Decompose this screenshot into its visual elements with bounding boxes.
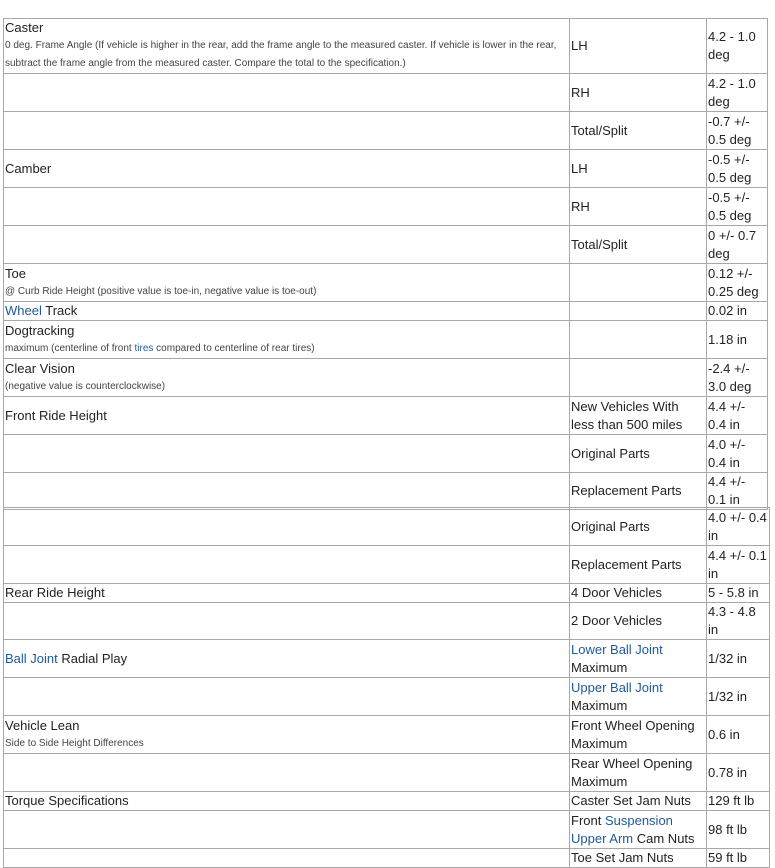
spec-label-cell bbox=[4, 359, 570, 397]
spec-label: Toe bbox=[5, 265, 26, 281]
condition-cell: Total/Split bbox=[570, 112, 707, 150]
table-row bbox=[4, 359, 768, 397]
table-row bbox=[4, 603, 770, 640]
condition-text: Maximum bbox=[571, 697, 628, 713]
condition-cell bbox=[570, 678, 707, 716]
alignment-spec-table-continued bbox=[3, 507, 770, 868]
condition-cell: Replacement Parts bbox=[570, 546, 707, 584]
value-cell: 5 - 5.8 in bbox=[707, 584, 770, 603]
table-row bbox=[4, 792, 770, 811]
spec-label: Vehicle Lean bbox=[5, 717, 80, 733]
value-cell: 4.4 +/- 0.4 in bbox=[707, 397, 768, 435]
spec-label-cell bbox=[4, 473, 570, 510]
spec-label-cell: Torque Specifications bbox=[4, 792, 570, 811]
condition-text: Maximum bbox=[571, 659, 628, 675]
table-row bbox=[4, 150, 768, 188]
value-cell: -0.5 +/- 0.5 deg bbox=[707, 150, 768, 188]
table-row bbox=[4, 321, 768, 359]
spec-note: 0 deg. Frame Angle (If vehicle is higher in the rear, add the frame angle to the measured caster. If vehicle is lower in the rear, subtract the frame angle from the measured caster. Compare the total to the specification.) bbox=[5, 40, 557, 69]
spec-label-cell bbox=[4, 112, 570, 150]
value-cell: 4.0 +/- 0.4 in bbox=[707, 435, 768, 473]
table-row bbox=[4, 584, 770, 603]
table-row bbox=[4, 74, 768, 112]
table-row bbox=[4, 435, 768, 473]
spec-label-cell bbox=[4, 74, 570, 112]
condition-text: Front bbox=[571, 812, 605, 828]
value-cell: 1/32 in bbox=[707, 678, 770, 716]
condition-cell: Rear Wheel Opening Maximum bbox=[570, 754, 707, 792]
value-cell: 4.3 - 4.8 in bbox=[707, 603, 770, 640]
note-text: compared to centerline of rear tires) bbox=[153, 342, 315, 354]
spec-label-cell: Front Ride Height bbox=[4, 397, 570, 435]
spec-label: Track bbox=[41, 303, 78, 318]
condition-cell: RH bbox=[570, 188, 707, 226]
spec-label-cell bbox=[4, 435, 570, 473]
wheel-link[interactable]: Wheel bbox=[5, 303, 42, 318]
condition-cell: New Vehicles With less than 500 miles bbox=[570, 397, 707, 435]
value-cell: 1.18 in bbox=[707, 321, 768, 359]
spec-label-cell bbox=[4, 716, 570, 754]
condition-cell bbox=[570, 264, 707, 302]
suspension-upper-arm-link[interactable]: Suspension Upper Arm bbox=[571, 812, 673, 846]
spec-label-cell bbox=[4, 188, 570, 226]
spec-label-cell bbox=[4, 640, 570, 678]
tires-link[interactable]: tires bbox=[134, 342, 154, 354]
table-row bbox=[4, 112, 768, 150]
value-cell: 0.78 in bbox=[707, 754, 770, 792]
spec-label-cell bbox=[4, 603, 570, 640]
spec-label: Clear Vision bbox=[5, 360, 75, 376]
condition-cell bbox=[570, 811, 707, 849]
upper-ball-joint-link[interactable]: Upper Ball Joint bbox=[571, 679, 663, 695]
value-cell: -0.5 +/- 0.5 deg bbox=[707, 188, 768, 226]
value-cell: 0.02 in bbox=[707, 302, 768, 321]
condition-cell: RH bbox=[570, 74, 707, 112]
spec-label-cell bbox=[4, 678, 570, 716]
spec-label-cell bbox=[4, 811, 570, 849]
value-cell: 4.2 - 1.0 deg bbox=[707, 19, 768, 74]
value-cell: 0 +/- 0.7 deg bbox=[707, 226, 768, 264]
condition-cell: Toe Set Jam Nuts bbox=[570, 849, 707, 868]
value-cell: 4.4 +/- 0.1 in bbox=[707, 546, 770, 584]
value-cell: -0.7 +/- 0.5 deg bbox=[707, 112, 768, 150]
value-cell: 98 ft lb bbox=[707, 811, 770, 849]
note-text: maximum (centerline of front bbox=[5, 342, 135, 354]
table-row bbox=[4, 188, 768, 226]
condition-cell: Caster Set Jam Nuts bbox=[570, 792, 707, 811]
spec-label-cell: Camber bbox=[4, 150, 570, 188]
condition-cell: 4 Door Vehicles bbox=[570, 584, 707, 603]
spec-label: Dogtracking bbox=[5, 322, 75, 338]
condition-cell: Total/Split bbox=[570, 226, 707, 264]
value-cell: 4.4 +/- 0.1 in bbox=[707, 473, 768, 510]
condition-cell: LH bbox=[570, 19, 707, 74]
table-row bbox=[4, 508, 770, 546]
spec-note: @ Curb Ride Height (positive value is toe-in, negative value is toe-out) bbox=[5, 285, 317, 297]
table-row bbox=[4, 546, 770, 584]
spec-label-cell bbox=[4, 264, 570, 302]
table-row bbox=[4, 226, 768, 264]
value-cell: 1/32 in bbox=[707, 640, 770, 678]
table-row bbox=[4, 716, 770, 754]
condition-cell bbox=[570, 640, 707, 678]
table-row bbox=[4, 754, 770, 792]
value-cell: 59 ft lb bbox=[707, 849, 770, 868]
condition-text: Cam Nuts bbox=[633, 830, 695, 846]
table-row bbox=[4, 264, 768, 302]
condition-cell: 2 Door Vehicles bbox=[570, 603, 707, 640]
value-cell: 0.12 +/- 0.25 deg bbox=[707, 264, 768, 302]
condition-cell bbox=[570, 359, 707, 397]
spec-note: (negative value is counterclockwise) bbox=[5, 380, 166, 392]
table-row bbox=[4, 678, 770, 716]
condition-cell: LH bbox=[570, 150, 707, 188]
alignment-spec-table bbox=[3, 18, 768, 510]
value-cell: 0.6 in bbox=[707, 716, 770, 754]
spec-label-cell bbox=[4, 546, 570, 584]
condition-cell: Original Parts bbox=[570, 435, 707, 473]
table-row bbox=[4, 811, 770, 849]
table-row bbox=[4, 640, 770, 678]
table-row bbox=[4, 473, 768, 510]
spec-label-cell bbox=[4, 226, 570, 264]
value-cell: 4.0 +/- 0.4 in bbox=[707, 508, 770, 546]
spec-note: Side to Side Height Differences bbox=[5, 737, 144, 749]
spec-note bbox=[5, 340, 568, 358]
spec-label-cell bbox=[4, 302, 570, 321]
value-cell: 129 ft lb bbox=[707, 792, 770, 811]
ball-joint-link[interactable]: Ball Joint bbox=[5, 650, 58, 666]
table-row bbox=[4, 397, 768, 435]
value-cell: 4.2 - 1.0 deg bbox=[707, 74, 768, 112]
condition-cell: Replacement Parts bbox=[570, 473, 707, 510]
spec-label-cell bbox=[4, 849, 570, 868]
spec-label-cell bbox=[4, 321, 570, 359]
condition-cell bbox=[570, 321, 707, 359]
condition-cell: Original Parts bbox=[570, 508, 707, 546]
condition-cell bbox=[570, 302, 707, 321]
table-row bbox=[4, 302, 768, 321]
spec-label-cell: Rear Ride Height bbox=[4, 584, 570, 603]
spec-label: Caster bbox=[5, 20, 44, 35]
spec-label-cell bbox=[4, 508, 570, 546]
condition-cell: Front Wheel Opening Maximum bbox=[570, 716, 707, 754]
lower-ball-joint-link[interactable]: Lower Ball Joint bbox=[571, 641, 663, 657]
table-row bbox=[4, 849, 770, 868]
spec-label: Radial Play bbox=[57, 650, 128, 666]
spec-label-cell bbox=[4, 19, 570, 74]
value-cell: -2.4 +/- 3.0 deg bbox=[707, 359, 768, 397]
spec-label-cell bbox=[4, 754, 570, 792]
table-row bbox=[4, 19, 768, 74]
